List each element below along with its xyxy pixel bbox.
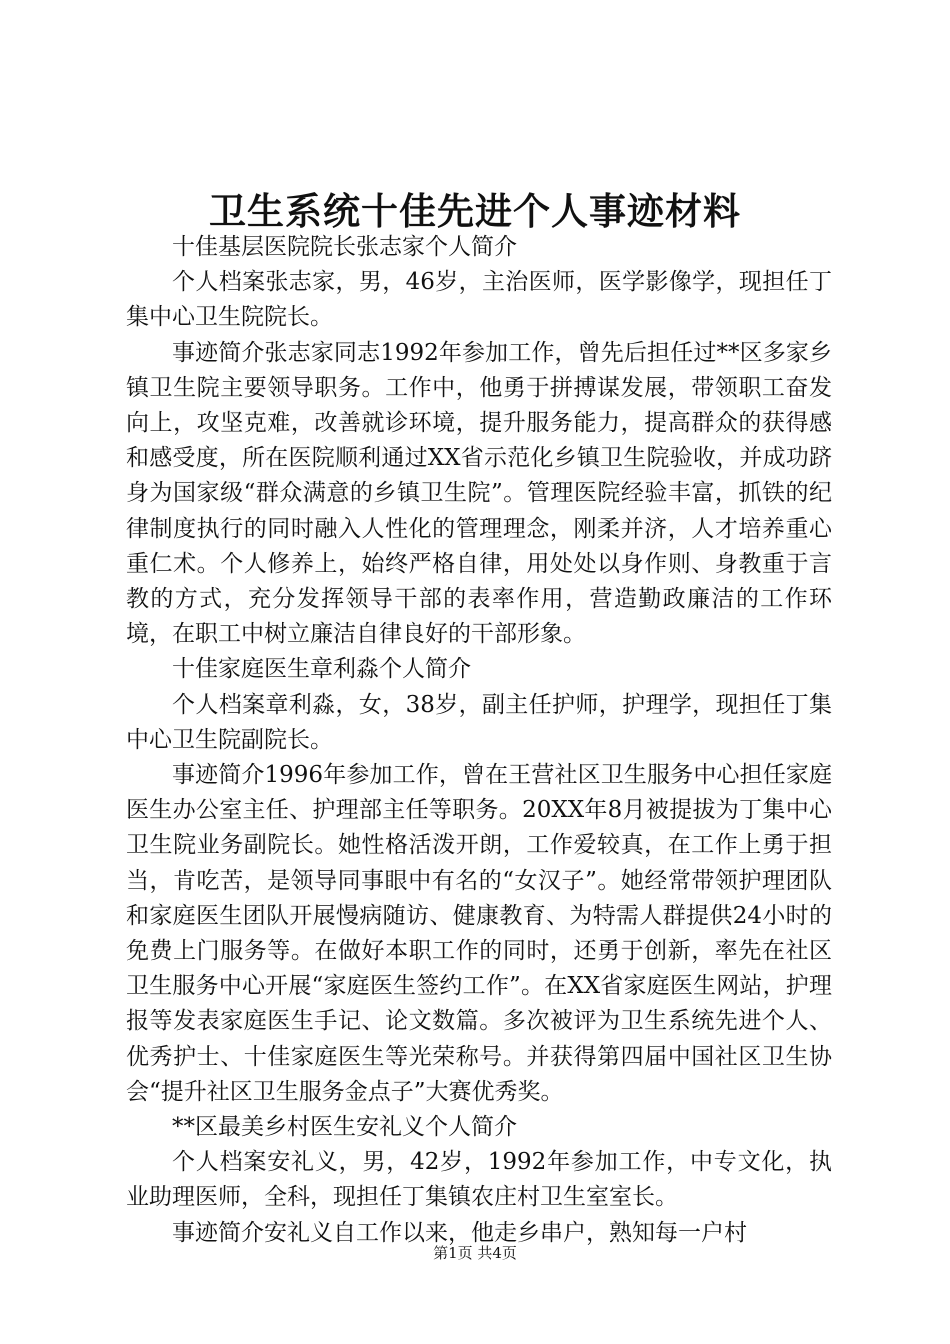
section-heading: **区最美乡村医生安礼义个人简介 — [172, 1114, 517, 1141]
body-paragraph: 事迹简介安礼义自工作以来，他走乡串户，熟知每一户村 — [172, 1219, 747, 1246]
body-paragraph: 事迹简介张志家同志1992年参加工作，曾先后担任过**区多家乡镇卫生院主要领导职务。工作中，他勇于拼搏谋发展，带领职工奋发向上，攻坚克难，改善就诊环境，提升服务能力，提高群众的获得感和感受度，所在医院顺利通过XX省示范化乡镇卫生院验收，并成功跻身为国家级“群众满意的乡镇卫生院”。管理医院经验丰富，抓铁的纪律制度执行的同时融入人性化的管理理念，刚柔并济，人才培养重心重仁术。个人修养上，始终严格自律，用处处以身作则、身教重于言教的方式，充分发挥领导干部的表率作用，营造勤政廉洁的工作环境，在职工中树立廉洁自律良好的干部形象。 — [126, 339, 832, 648]
document-body — [126, 230, 832, 1251]
section-heading: 十佳家庭医生章利淼个人简介 — [172, 656, 471, 683]
page-footer: 第1页 共4页 — [433, 1244, 517, 1262]
body-paragraph: 个人档案张志家，男，46岁，主治医师，医学影像学，现担任丁集中心卫生院院长。 — [126, 269, 832, 331]
section-heading: 十佳基层医院院长张志家个人简介 — [172, 234, 517, 260]
document-title: 卫生系统十佳先进个人事迹材料 — [209, 189, 741, 233]
body-paragraph: 事迹简介1996年参加工作，曾在王营社区卫生服务中心担任家庭医生办公室主任、护理部主任等职务。20XX年8月被提拔为丁集中心卫生院业务副院长。她性格活泼开朗，工作爱较真，在工作上勇于担当，肯吃苦，是领导同事眼中有名的“女汉子”。她经常带领护理团队和家庭医生团队开展慢病随访、健康教育、为特需人群提供24小时的免费上门服务等。在做好本职工作的同时，还勇于创新，率先在社区卫生服务中心开展“家庭医生签约工作”。在XX省家庭医生网站，护理报等发表家庭医生手记、论文数篇。多次被评为卫生系统先进个人、优秀护士、十佳家庭医生等光荣称号。并获得第四届中国社区卫生协会“提升社区卫生服务金点子”大赛优秀奖。 — [126, 762, 832, 1105]
body-paragraph: 个人档案章利淼，女，38岁，副主任护师，护理学，现担任丁集中心卫生院副院长。 — [126, 691, 832, 753]
body-paragraph: 个人档案安礼义，男，42岁，1992年参加工作，中专文化，执业助理医师，全科，现担任丁集镇农庄村卫生室室长。 — [126, 1149, 832, 1211]
